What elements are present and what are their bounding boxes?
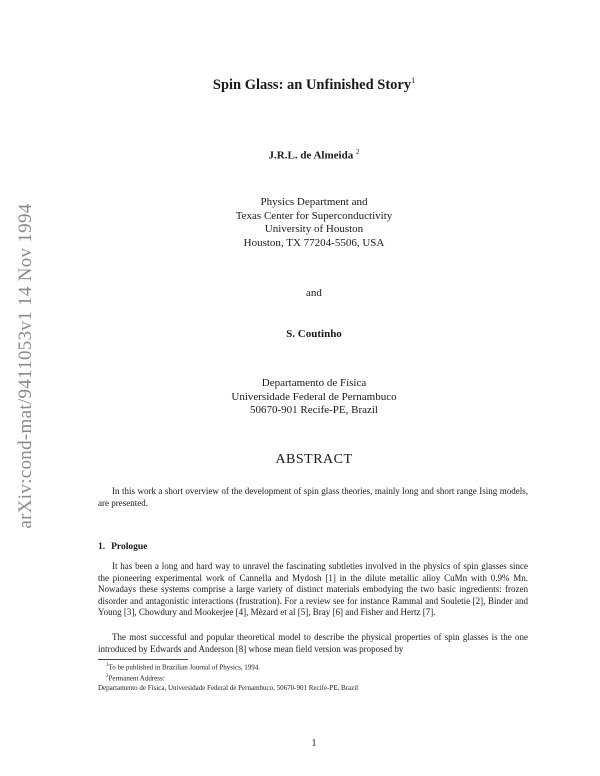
arxiv-identifier: arXiv:cond-mat/9411053v1 14 Nov 1994 <box>15 203 36 529</box>
footnote-2-text: Permanent Address: <box>108 674 165 683</box>
abstract-heading: ABSTRACT <box>275 452 353 467</box>
author-2-name: S. Coutinho <box>286 328 342 340</box>
footnote-1 <box>98 661 528 672</box>
section-heading <box>98 542 147 552</box>
footnote-2 <box>98 672 528 683</box>
footnote-1-text: To be published in Brazilian Journal of Physics, 1994. <box>108 663 261 672</box>
author-1 <box>0 148 600 162</box>
affiliation-line: Houston, TX 77204-5506, USA <box>243 236 385 249</box>
footnotes <box>98 661 528 693</box>
abstract-text: In this work a short overview of the development of spin glass theories, mainly long and short range Ising models, are presented. <box>98 486 528 508</box>
author-1-name: J.R.L. de Almeida <box>268 149 354 162</box>
affiliation-line: Physics Department and <box>260 196 368 208</box>
paper-title: Spin Glass: an Unfinished Story <box>212 76 412 93</box>
footnote-rule <box>98 659 188 660</box>
footnote-2-continuation: Departamento de Física, Universidade Federal de Pernambuco, 50670-901 Recife-PE, Brazil <box>98 683 359 692</box>
author-2-affiliation <box>0 377 600 418</box>
section-title: Prologue <box>111 542 148 552</box>
author-1-affiliation <box>0 196 600 250</box>
paper-title-block <box>0 76 600 94</box>
body-paragraph-1: It has been a long and hard way to unravel the fascinating subtleties involved in the physics of spin glasses since the pioneering experimental work of Cannella and Mydosh [1] in the dilute metallic alloy CuMn with 0.9% Mn. Nowadays these systems comprise a large variety of distinct materials embodying the two basic ingredients: frozen disorder and antagonistic interactions (frustration). For a review see for instance Rammal and Souletie [2], Binder and Young [3], Chowdury and Mookerjee [4], Mèzard et al [5], Bray [6] and Fisher and Hertz [7]. <box>98 561 528 618</box>
section-number: 1. <box>98 542 106 552</box>
author-2 <box>0 328 600 340</box>
footnote-2-mark: 2 <box>106 674 109 680</box>
affiliation-line: Texas Center for Superconductivity <box>235 209 393 222</box>
affiliation-line: Departamento de Física <box>261 377 367 389</box>
author-conjunction: and <box>306 287 322 299</box>
affiliation-line: Universidade Federal de Pernambuco <box>231 390 397 403</box>
affiliation-line: 50670-901 Recife-PE, Brazil <box>250 404 378 416</box>
page-number: 1 <box>311 738 317 749</box>
body-paragraph-2: The most successful and popular theoretical model to describe the physical properties of spin glasses is the one introduced by Edwards and Anderson [8] whose mean field version was proposed by <box>98 632 528 654</box>
footnote-1-mark: 1 <box>106 663 109 668</box>
title-footnote-mark: 1 <box>411 76 416 85</box>
affiliation-line: University of Houston <box>264 223 364 235</box>
author-1-footnote-mark: 2 <box>355 148 360 156</box>
